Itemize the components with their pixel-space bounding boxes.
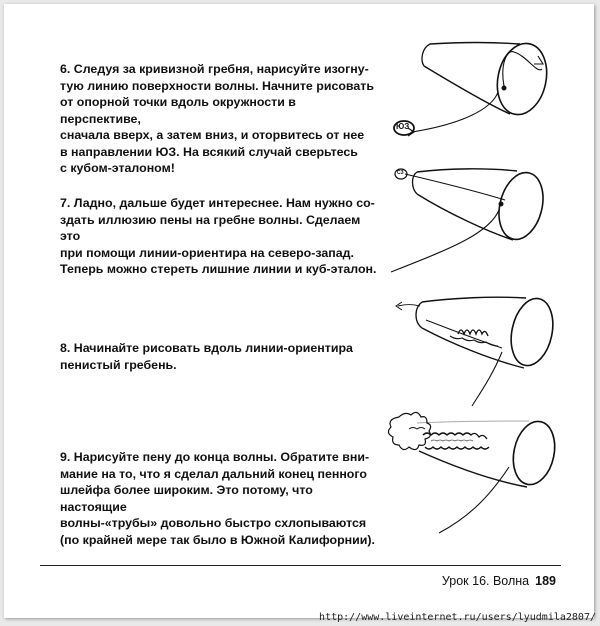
watermark-url: http://www.liveinternet.ru/users/lyudmila2807/ [319, 612, 596, 623]
direction-label-nw: СЗ [397, 170, 404, 176]
wave-drawing-step-8 [392, 290, 562, 410]
direction-label-sw: ЮЗ [396, 122, 410, 131]
footer-divider [40, 565, 561, 566]
page-footer [442, 574, 556, 588]
wave-drawing-step-7 [389, 154, 559, 284]
book-page [4, 4, 594, 618]
step-7-text: 7. Ладно, дальше будет интереснее. Нам нужно со- здать иллюзию пены на гребне волны. Сделаем это при помощи линии-ориентира на северо-запад. Теперь можно стереть лишние линии и куб-эталон. [60, 196, 377, 276]
step-9-text: 9. Нарисуйте пену до конца волны. Обратите вни- мание на то, что я сделал дальний конец пенного шлейфа более широким. Это потому, что настоящие волны-«трубы» довольно быстро схлопываются (по крайней мере так было в Южной Калифорнии). [60, 450, 375, 547]
wave-drawing-step-6 [382, 34, 562, 174]
step-8-text: 8. Начинайте рисовать вдоль линии-ориентира пенистый гребень. [60, 341, 353, 372]
step-6-text: 6. Следуя за кривизной гребня, нарисуйте изогну- тую линию поверхности волны. Начните рисовать от опорной точки вдоль окружности в перспективе, сначала вверх, а затем вниз, и оторвитесь от нее в направлении ЮЗ. На всякий случай сверьтесь с кубом-эталоном! [60, 62, 374, 175]
page-number: 189 [535, 574, 556, 588]
wave-drawing-step-9 [379, 409, 564, 539]
chapter-title: Урок 16. Волна [441, 574, 530, 588]
